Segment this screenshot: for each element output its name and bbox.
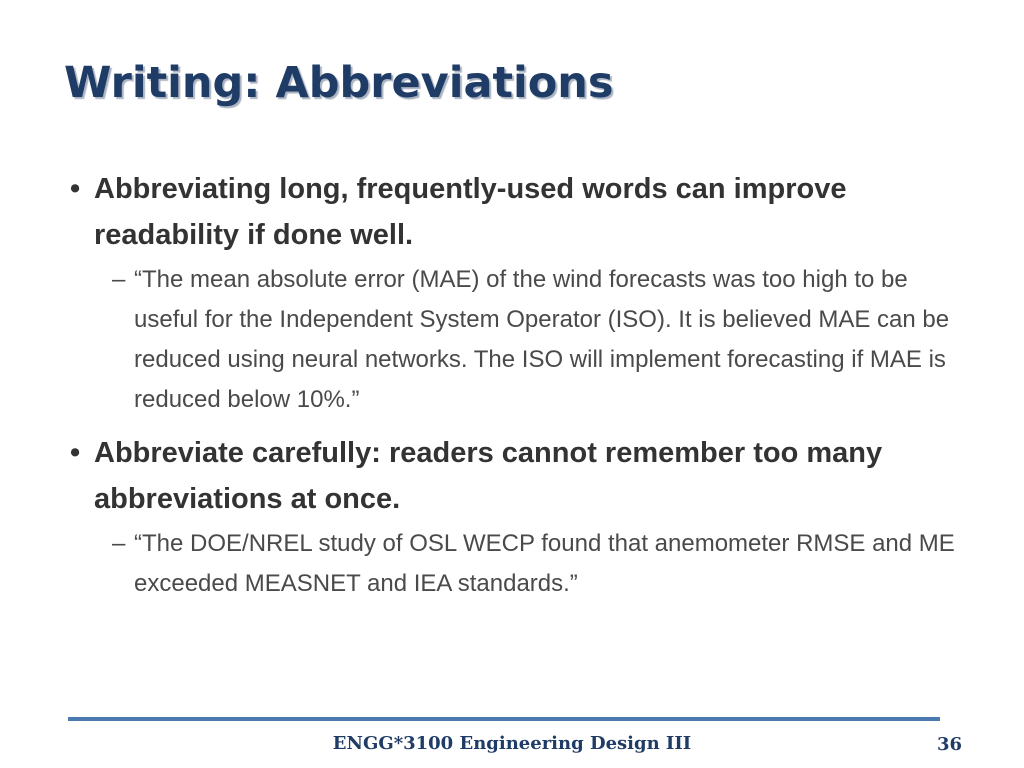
sub-bullet-marker: –	[112, 530, 126, 557]
footer-course-title: ENGG*3100 Engineering Design III	[332, 733, 692, 754]
footer-divider	[68, 717, 940, 721]
bullet-marker: •	[70, 173, 81, 205]
slide-title: Writing: Abbreviations	[64, 58, 614, 108]
sub-bullet-text: “The DOE/NREL study of OSL WECP found that anemometer RMSE and ME exceeded MEASNET and IEA standards.”	[134, 530, 955, 597]
bullet-text: Abbreviating long, frequently-used words can improve readability if done well.	[94, 173, 847, 251]
sub-bullet-item	[112, 524, 970, 604]
bullet-text: Abbreviate carefully: readers cannot remember too many abbreviations at once.	[94, 437, 883, 515]
bullet-marker: •	[70, 437, 81, 469]
bullet-item	[70, 166, 970, 258]
bullet-item	[70, 430, 970, 522]
slide-content	[70, 166, 970, 614]
page-number: 36	[936, 734, 962, 755]
sub-bullet-item	[112, 260, 970, 420]
sub-bullet-text: “The mean absolute error (MAE) of the wind forecasts was too high to be useful for the Independent System Operator (ISO). It is believed MAE can be reduced using neural networks. The ISO will implement forecasting if MAE is reduced below 10%.”	[134, 266, 950, 413]
sub-bullet-marker: –	[112, 266, 126, 293]
